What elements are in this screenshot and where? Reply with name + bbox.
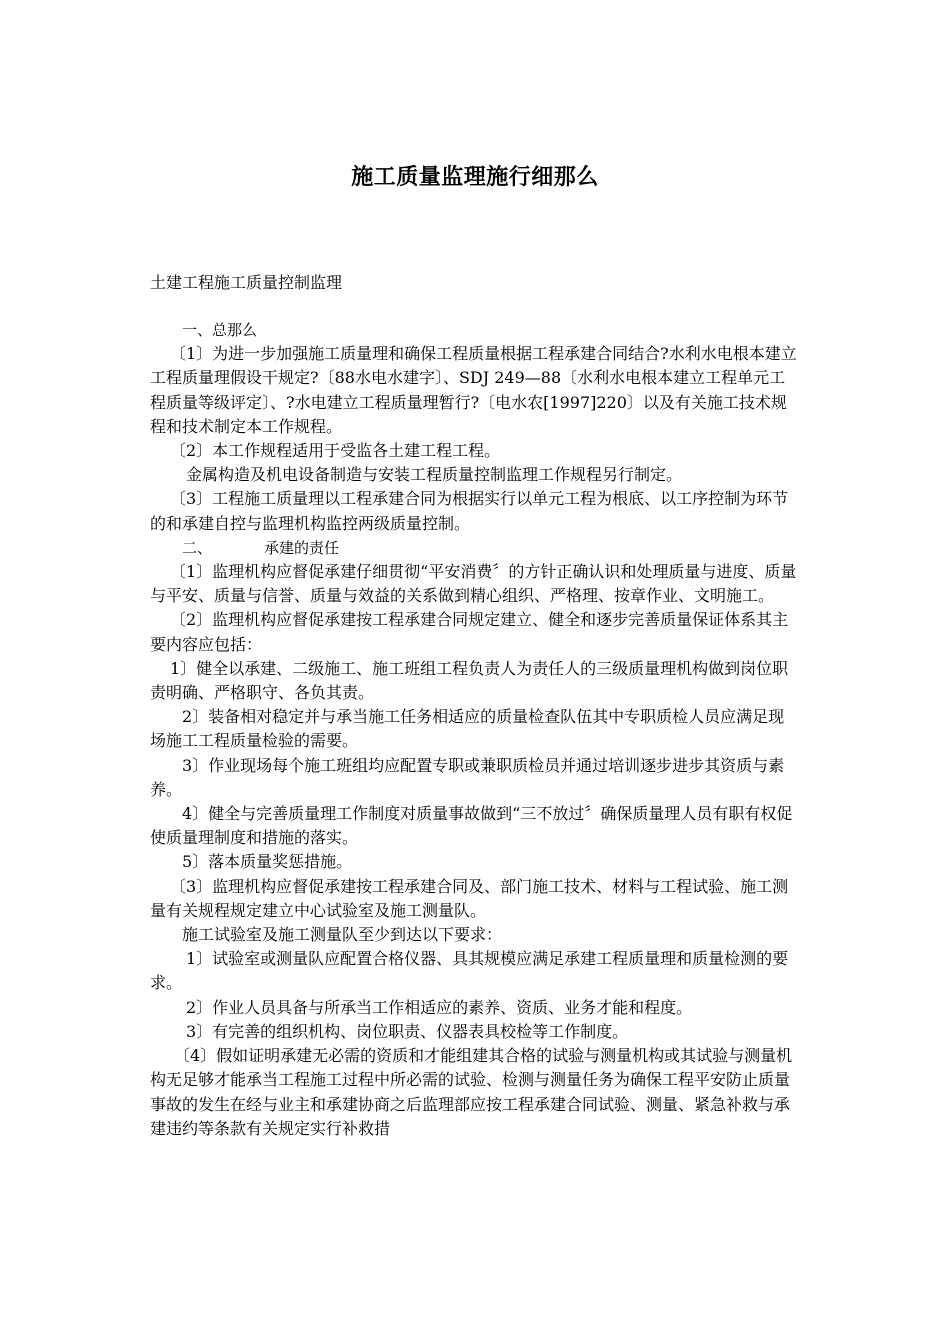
document-title: 施工质量监理施行细那么 <box>351 165 599 190</box>
paragraph: 〔3〕工程施工质量理以工程承建合同为根据实行以单元工程为根底、以工序控制为环节的和承建自控与监理机构监控两级质量控制。 <box>150 489 789 533</box>
list-item: 1〕试验室或测量队应配置合格仪器、具其规模应满足承建工程质量理和质量检测的要求。 <box>150 949 789 993</box>
document-body <box>150 316 800 1141</box>
paragraph: 〔4〕假如证明承建无必需的资质和才能组建其合格的试验与测量机构或其试验与测量机构无足够才能承当工程施工过程中所必需的试验、检测与测量任务为确保工程平安防止质量事故的发生在经与业主和承建协商之后监理部应按工程承建合同试验、测量、紧急补救与承建违约等条款有关规定实行补救措 <box>150 1046 793 1138</box>
heading-contractor-duty <box>150 536 800 560</box>
list-item: 2〕作业人员具备与所承当工作相适应的素养、资质、业务才能和程度。 <box>186 997 693 1017</box>
paragraph: 〔2〕本工作规程适用于受监各土建工程工程。 <box>170 441 501 461</box>
heading-text: 承建的责任 <box>264 538 340 557</box>
paragraph: 〔2〕监理机构应督促承建按工程承建合同规定建立、健全和逐步完善质量保证体系其主要内容应包括： <box>150 610 789 654</box>
list-item: 2〕装备相对稳定并与承当施工任务相适应的质量检查队伍其中专职质检人员应满足现场施工工程质量检验的需要。 <box>150 707 785 751</box>
paragraph: 〔1〕为进一步加强施工质量理和确保工程质量根据工程承建合同结合?水利水电根本建立工程质量理假设干规定?〔88水电水建字〕、SDJ 249—88〔水利水电根本建立工程单元工程质量等级评定〕、?水电建立工程质量理暂行?〔电水农[1997]220〕以及有关施工技术规程和技术制定本工作规程。 <box>150 344 797 436</box>
list-item: 3〕作业现场每个施工班组均应配置专职或兼职质检员并通过培训逐步进步其资质与素养。 <box>150 755 785 799</box>
paragraph: 施工试验室及施工测量队至少到达以下要求： <box>182 925 503 945</box>
list-item: 4〕健全与完善质量理工作制度对质量事故做到“三不放过〞确保质量理人员有职有权促使质量理制度和措施的落实。 <box>150 804 793 848</box>
heading-general <box>150 318 800 342</box>
paragraph: 〔1〕监理机构应督促承建仔细贯彻“平安消费〞的方针正确认识和处理质量与进度、质量与平安、质量与信誉、质量与效益的关系做到精心组织、严格理、按章作业、文明施工。 <box>150 562 797 606</box>
paragraph: 〔3〕监理机构应督促承建按工程承建合同及、部门施工技术、材料与工程试验、施工测量有关规程规定建立中心试验室及施工测量队。 <box>150 876 789 920</box>
list-item: 5〕落本质量奖惩措施。 <box>182 852 353 872</box>
list-item: 1〕健全以承建、二级施工、施工班组工程负责人为责任人的三级质量理机构做到岗位职责明确、严格职守、各负其责。 <box>150 658 789 703</box>
list-item: 3〕有完善的组织机构、岗位职责、仪器表具校检等工作制度。 <box>186 1021 629 1041</box>
heading-number: 二、 <box>182 538 213 557</box>
heading-general-text: 一、总那么 <box>182 321 258 339</box>
paragraph: 金属构造及机电设备制造与安装工程质量控制监理工作规程另行制定。 <box>186 465 683 485</box>
section-heading: 土建工程施工质量控制监理 <box>150 273 343 292</box>
